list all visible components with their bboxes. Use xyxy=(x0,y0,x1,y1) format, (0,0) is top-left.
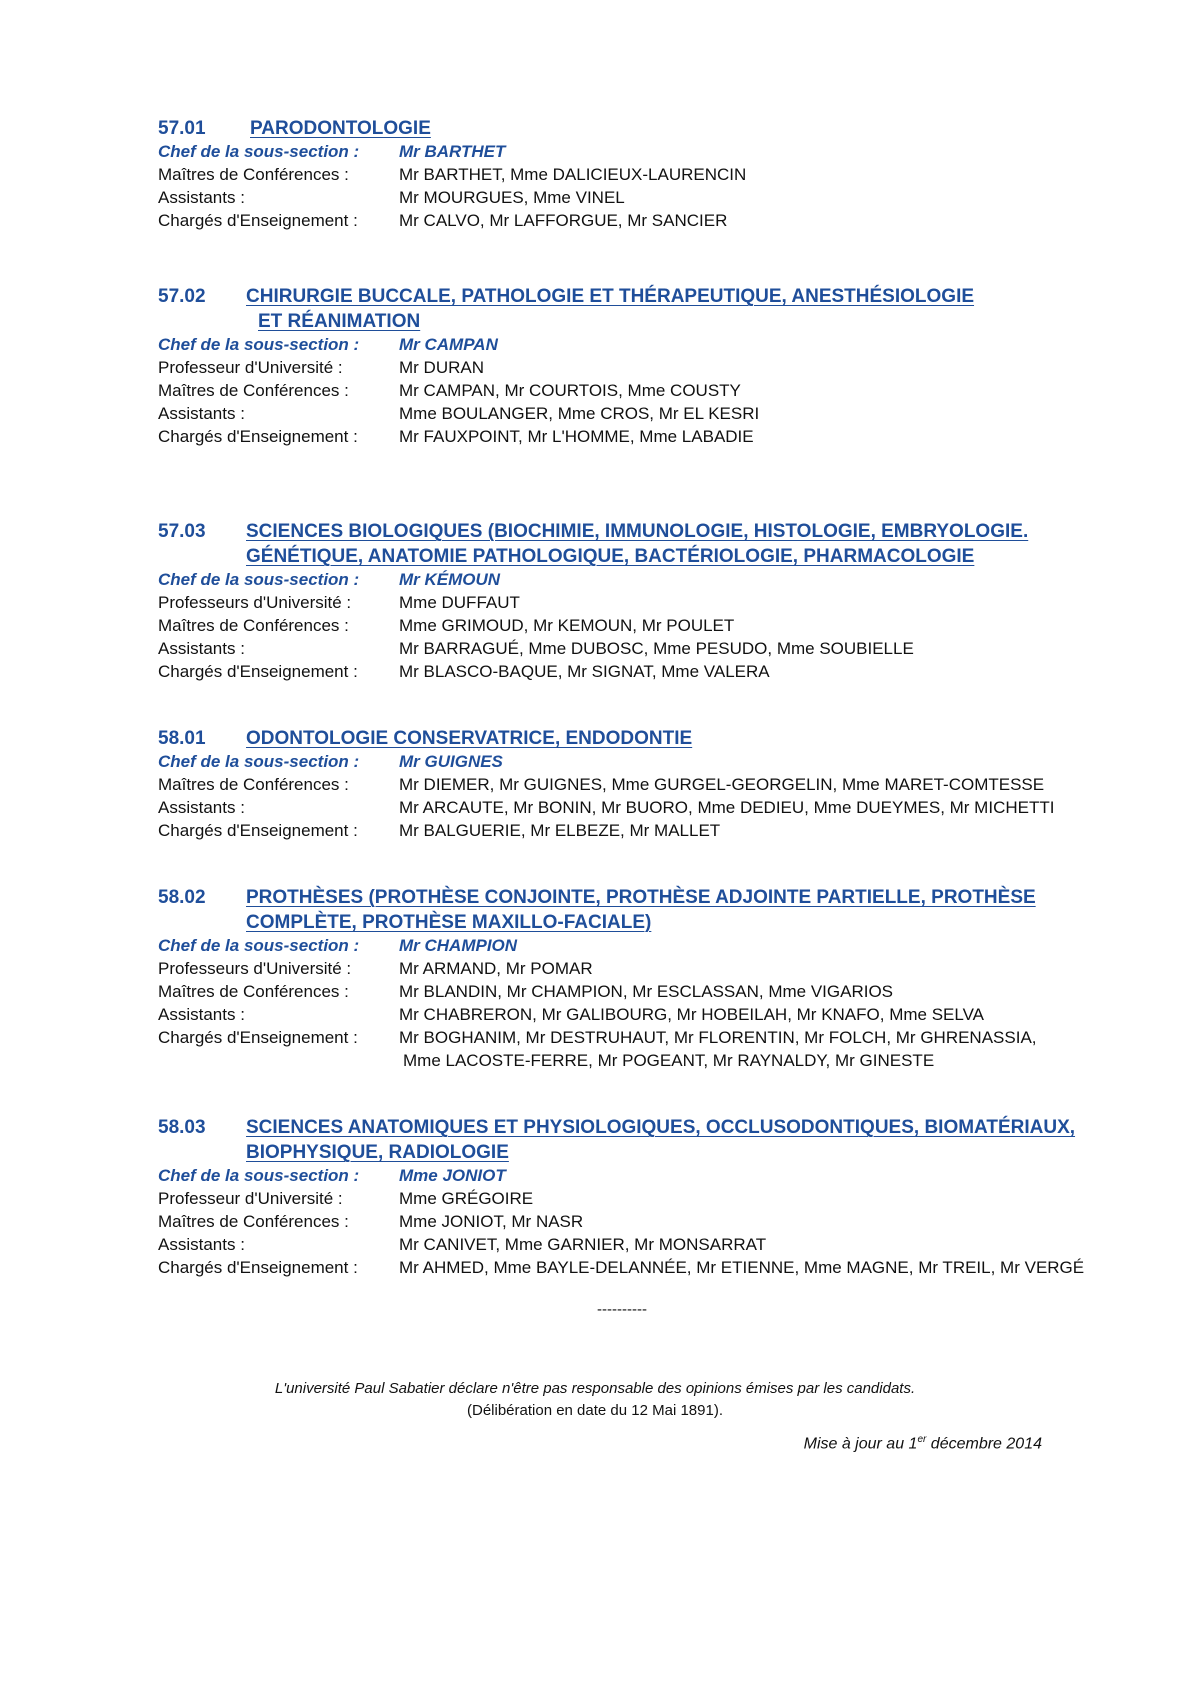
staff-row xyxy=(158,356,1118,379)
section-title xyxy=(158,1115,1118,1165)
chef-value: Mme JONIOT xyxy=(399,1166,506,1185)
section-title xyxy=(158,726,1118,751)
section-title-line: ODONTOLOGIE CONSERVATRICE, ENDODONTIE xyxy=(246,728,693,749)
chef-row xyxy=(158,750,1118,773)
staff-label: Maîtres de Conférences : xyxy=(158,165,349,184)
staff-label: Maîtres de Conférences : xyxy=(158,775,349,794)
staff-label: Professeurs d'Université : xyxy=(158,593,352,612)
staff-row xyxy=(158,591,1118,614)
section-title xyxy=(158,284,1118,334)
chef-value: Mr BARTHET xyxy=(399,142,506,161)
section-title xyxy=(158,519,1118,569)
staff-label: Maîtres de Conférences : xyxy=(158,982,349,1001)
section-number: 57.02 xyxy=(158,286,206,307)
staff-label: Assistants : xyxy=(158,188,245,207)
section-title-line: CHIRURGIE BUCCALE, PATHOLOGIE ET THÉRAPEUTIQUE, ANESTHÉSIOLOGIE xyxy=(246,286,975,307)
staff-row xyxy=(158,1187,1118,1210)
staff-value: Mr BALGUERIE, Mr ELBEZE, Mr MALLET xyxy=(399,821,721,840)
staff-label: Chargés d'Enseignement : xyxy=(158,427,358,446)
section-heading xyxy=(158,116,1118,141)
section-rows xyxy=(158,333,1118,448)
staff-value: Mme GRÉGOIRE xyxy=(399,1189,534,1208)
staff-value: Mr DIEMER, Mr GUIGNES, Mme GURGEL-GEORGELIN, Mme MARET-COMTESSE xyxy=(399,775,1045,794)
section-rows xyxy=(158,568,1118,683)
staff-label: Assistants : xyxy=(158,404,245,423)
section-number: 58.01 xyxy=(158,728,206,749)
staff-value: Mr CHABRERON, Mr GALIBOURG, Mr HOBEILAH, Mr KNAFO, Mme SELVA xyxy=(399,1005,984,1024)
update-prefix: Mise à jour au 1 xyxy=(803,1435,918,1453)
section-title xyxy=(158,885,1118,935)
section-number: 58.03 xyxy=(158,1117,206,1138)
staff-value: Mr BARTHET, Mme DALICIEUX-LAURENCIN xyxy=(399,165,747,184)
staff-row xyxy=(158,1003,1118,1026)
section-rows xyxy=(158,1164,1118,1279)
staff-row xyxy=(158,163,1118,186)
chef-label: Chef de la sous-section : xyxy=(158,142,360,161)
staff-value: Mme DUFFAUT xyxy=(399,593,520,612)
staff-label: Assistants : xyxy=(158,639,245,658)
staff-row xyxy=(158,614,1118,637)
chef-label: Chef de la sous-section : xyxy=(158,1166,360,1185)
section-heading xyxy=(158,284,1118,334)
section-number: 57.03 xyxy=(158,521,206,542)
staff-label: Chargés d'Enseignement : xyxy=(158,662,358,681)
staff-row xyxy=(158,1256,1118,1279)
update-superscript: er xyxy=(917,1434,927,1445)
staff-label: Chargés d'Enseignement : xyxy=(158,1028,358,1047)
chef-row xyxy=(158,1164,1118,1187)
staff-value: Mme BOULANGER, Mme CROS, Mr EL KESRI xyxy=(399,404,760,423)
section-heading xyxy=(158,885,1118,935)
section-title-line: SCIENCES ANATOMIQUES ET PHYSIOLOGIQUES, OCCLUSODONTIQUES, BIOMATÉRIAUX, xyxy=(246,1117,1076,1138)
staff-value: Mr AHMED, Mme BAYLE-DELANNÉE, Mr ETIENNE, Mme MAGNE, Mr TREIL, Mr VERGÉ xyxy=(399,1258,1085,1277)
section-57-02 xyxy=(158,284,1118,448)
staff-label: Professeurs d'Université : xyxy=(158,959,352,978)
section-title xyxy=(158,116,1118,141)
staff-label: Maîtres de Conférences : xyxy=(158,381,349,400)
staff-value xyxy=(399,1026,1037,1072)
section-rows xyxy=(158,934,1118,1072)
chef-label: Chef de la sous-section : xyxy=(158,752,360,771)
staff-row xyxy=(158,379,1118,402)
chef-row xyxy=(158,140,1118,163)
section-title-line: SCIENCES BIOLOGIQUES (BIOCHIMIE, IMMUNOLOGIE, HISTOLOGIE, EMBRYOLOGIE. xyxy=(246,521,1029,542)
section-number: 57.01 xyxy=(158,118,206,139)
staff-row xyxy=(158,773,1118,796)
chef-row xyxy=(158,568,1118,591)
staff-row xyxy=(158,425,1118,448)
staff-label: Maîtres de Conférences : xyxy=(158,1212,349,1231)
chef-value: Mr CAMPAN xyxy=(399,335,498,354)
staff-label: Professeur d'Université : xyxy=(158,358,343,377)
section-58-02 xyxy=(158,885,1118,1072)
section-57-01 xyxy=(158,116,1118,232)
update-date xyxy=(804,1434,1042,1453)
staff-label: Chargés d'Enseignement : xyxy=(158,1258,358,1277)
staff-value-line: Mme LACOSTE-FERRE, Mr POGEANT, Mr RAYNALDY, Mr GINESTE xyxy=(403,1051,935,1070)
section-58-03 xyxy=(158,1115,1118,1279)
chef-label: Chef de la sous-section : xyxy=(158,335,360,354)
staff-label: Assistants : xyxy=(158,1235,245,1254)
section-title-line: PROTHÈSES (PROTHÈSE CONJOINTE, PROTHÈSE ADJOINTE PARTIELLE, PROTHÈSE xyxy=(246,887,1036,908)
staff-label: Chargés d'Enseignement : xyxy=(158,211,358,230)
staff-value: Mr BLANDIN, Mr CHAMPION, Mr ESCLASSAN, Mme VIGARIOS xyxy=(399,982,894,1001)
staff-row xyxy=(158,209,1118,232)
separator: ---------- xyxy=(597,1301,647,1318)
section-title-line: GÉNÉTIQUE, ANATOMIE PATHOLOGIQUE, BACTÉRIOLOGIE, PHARMACOLOGIE xyxy=(246,546,975,567)
section-58-01 xyxy=(158,726,1118,842)
chef-value: Mr GUIGNES xyxy=(399,752,503,771)
chef-row xyxy=(158,934,1118,957)
staff-row xyxy=(158,1233,1118,1256)
section-rows xyxy=(158,750,1118,842)
chef-label: Chef de la sous-section : xyxy=(158,570,360,589)
section-number: 58.02 xyxy=(158,887,206,908)
staff-row xyxy=(158,186,1118,209)
section-heading xyxy=(158,1115,1118,1165)
staff-value: Mr BLASCO-BAQUE, Mr SIGNAT, Mme VALERA xyxy=(399,662,770,681)
section-title-line: BIOPHYSIQUE, RADIOLOGIE xyxy=(246,1142,509,1163)
staff-label: Assistants : xyxy=(158,798,245,817)
staff-label: Chargés d'Enseignement : xyxy=(158,821,358,840)
staff-value: Mr BARRAGUÉ, Mme DUBOSC, Mme PESUDO, Mme SOUBIELLE xyxy=(399,639,914,658)
disclaimer-text: L'université Paul Sabatier déclare n'être pas responsable des opinions émises par les candidats. xyxy=(274,1380,916,1397)
staff-row xyxy=(158,1026,1118,1072)
staff-row xyxy=(158,819,1118,842)
staff-row xyxy=(158,796,1118,819)
staff-value: Mme GRIMOUD, Mr KEMOUN, Mr POULET xyxy=(399,616,735,635)
staff-value: Mr CALVO, Mr LAFFORGUE, Mr SANCIER xyxy=(399,211,728,230)
section-title-line: ET RÉANIMATION xyxy=(258,311,421,332)
staff-value: Mr ARMAND, Mr POMAR xyxy=(399,959,593,978)
staff-label: Maîtres de Conférences : xyxy=(158,616,349,635)
staff-row xyxy=(158,957,1118,980)
chef-label: Chef de la sous-section : xyxy=(158,936,360,955)
staff-value: Mr ARCAUTE, Mr BONIN, Mr BUORO, Mme DEDIEU, Mme DUEYMES, Mr MICHETTI xyxy=(399,798,1055,817)
staff-row xyxy=(158,402,1118,425)
deliberation-text: (Délibération en date du 12 Mai 1891). xyxy=(467,1402,723,1419)
staff-row xyxy=(158,1210,1118,1233)
section-heading xyxy=(158,726,1118,751)
chef-value: Mr CHAMPION xyxy=(399,936,518,955)
staff-row xyxy=(158,660,1118,683)
staff-value: Mr DURAN xyxy=(399,358,484,377)
staff-value: Mr FAUXPOINT, Mr L'HOMME, Mme LABADIE xyxy=(399,427,754,446)
staff-label: Professeur d'Université : xyxy=(158,1189,343,1208)
staff-row xyxy=(158,980,1118,1003)
chef-value: Mr KÉMOUN xyxy=(399,570,501,589)
section-title-line: PARODONTOLOGIE xyxy=(250,118,431,139)
staff-value: Mr CANIVET, Mme GARNIER, Mr MONSARRAT xyxy=(399,1235,767,1254)
staff-value: Mr CAMPAN, Mr COURTOIS, Mme COUSTY xyxy=(399,381,741,400)
update-suffix: décembre 2014 xyxy=(926,1435,1042,1453)
section-title-line: COMPLÈTE, PROTHÈSE MAXILLO-FACIALE) xyxy=(246,912,652,933)
staff-row xyxy=(158,637,1118,660)
chef-row xyxy=(158,333,1118,356)
staff-value-line: Mr BOGHANIM, Mr DESTRUHAUT, Mr FLORENTIN, Mr FOLCH, Mr GHRENASSIA, xyxy=(399,1028,1037,1047)
staff-value: Mme JONIOT, Mr NASR xyxy=(399,1212,584,1231)
staff-value: Mr MOURGUES, Mme VINEL xyxy=(399,188,625,207)
section-heading xyxy=(158,519,1118,569)
staff-label: Assistants : xyxy=(158,1005,245,1024)
section-rows xyxy=(158,140,1118,232)
section-57-03 xyxy=(158,519,1118,683)
